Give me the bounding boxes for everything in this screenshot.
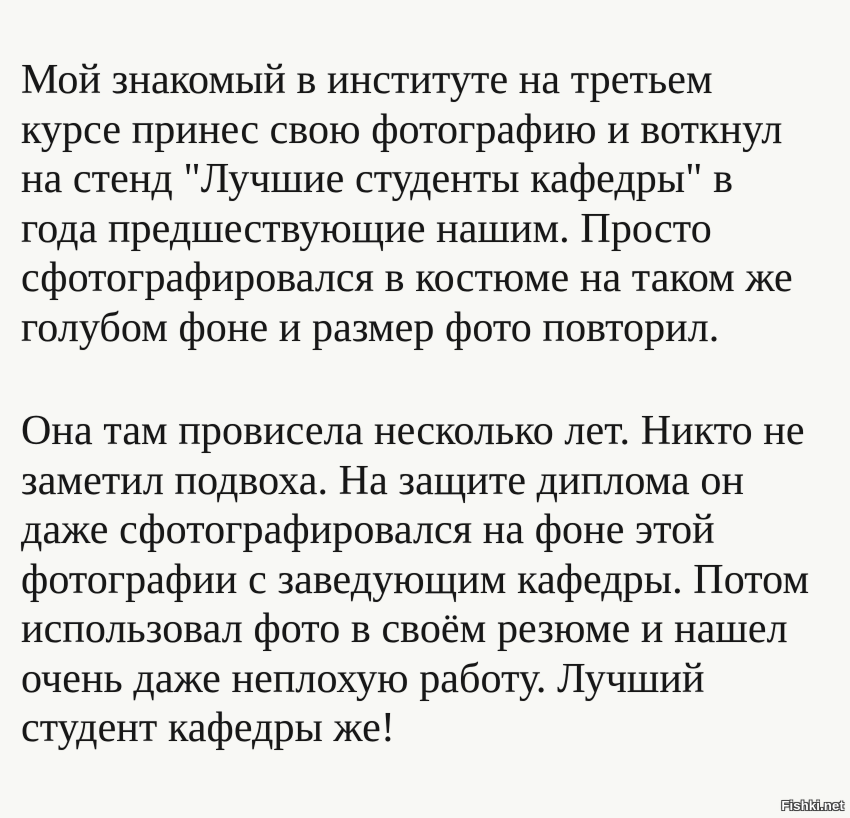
- text-line: даже сфотографировался на фоне этой: [21, 507, 715, 553]
- text-line: очень даже неплохую работу. Лучший: [21, 655, 705, 702]
- text-line: использовал фото в своём резюме и нашел: [21, 606, 788, 652]
- text-line: голубом фоне и размер фото повторил.: [21, 304, 720, 351]
- watermark-fishki-net: Fishki.net: [781, 798, 844, 813]
- text-line: года предшествующие нашим. Просто: [21, 205, 712, 252]
- story-paragraph-2: [21, 407, 824, 754]
- text-line: студент кафедры же!: [21, 705, 395, 751]
- text-line: на стенд "Лучшие студенты кафедры" в: [21, 156, 734, 202]
- story-paragraph-1: [21, 56, 824, 353]
- text-line: фотографии с заведующим кафедры. Потом: [21, 556, 810, 603]
- text-line: Она там провисела несколько лет. Никто не: [21, 408, 805, 454]
- text-line: заметил подвоха. На защите диплома он: [21, 457, 745, 504]
- text-line: курсе принес свою фотографию и воткнул: [21, 106, 783, 153]
- text-line: сфотографировался в костюме на таком же: [21, 255, 793, 301]
- text-line: Мой знакомый в институте на третьем: [21, 57, 713, 103]
